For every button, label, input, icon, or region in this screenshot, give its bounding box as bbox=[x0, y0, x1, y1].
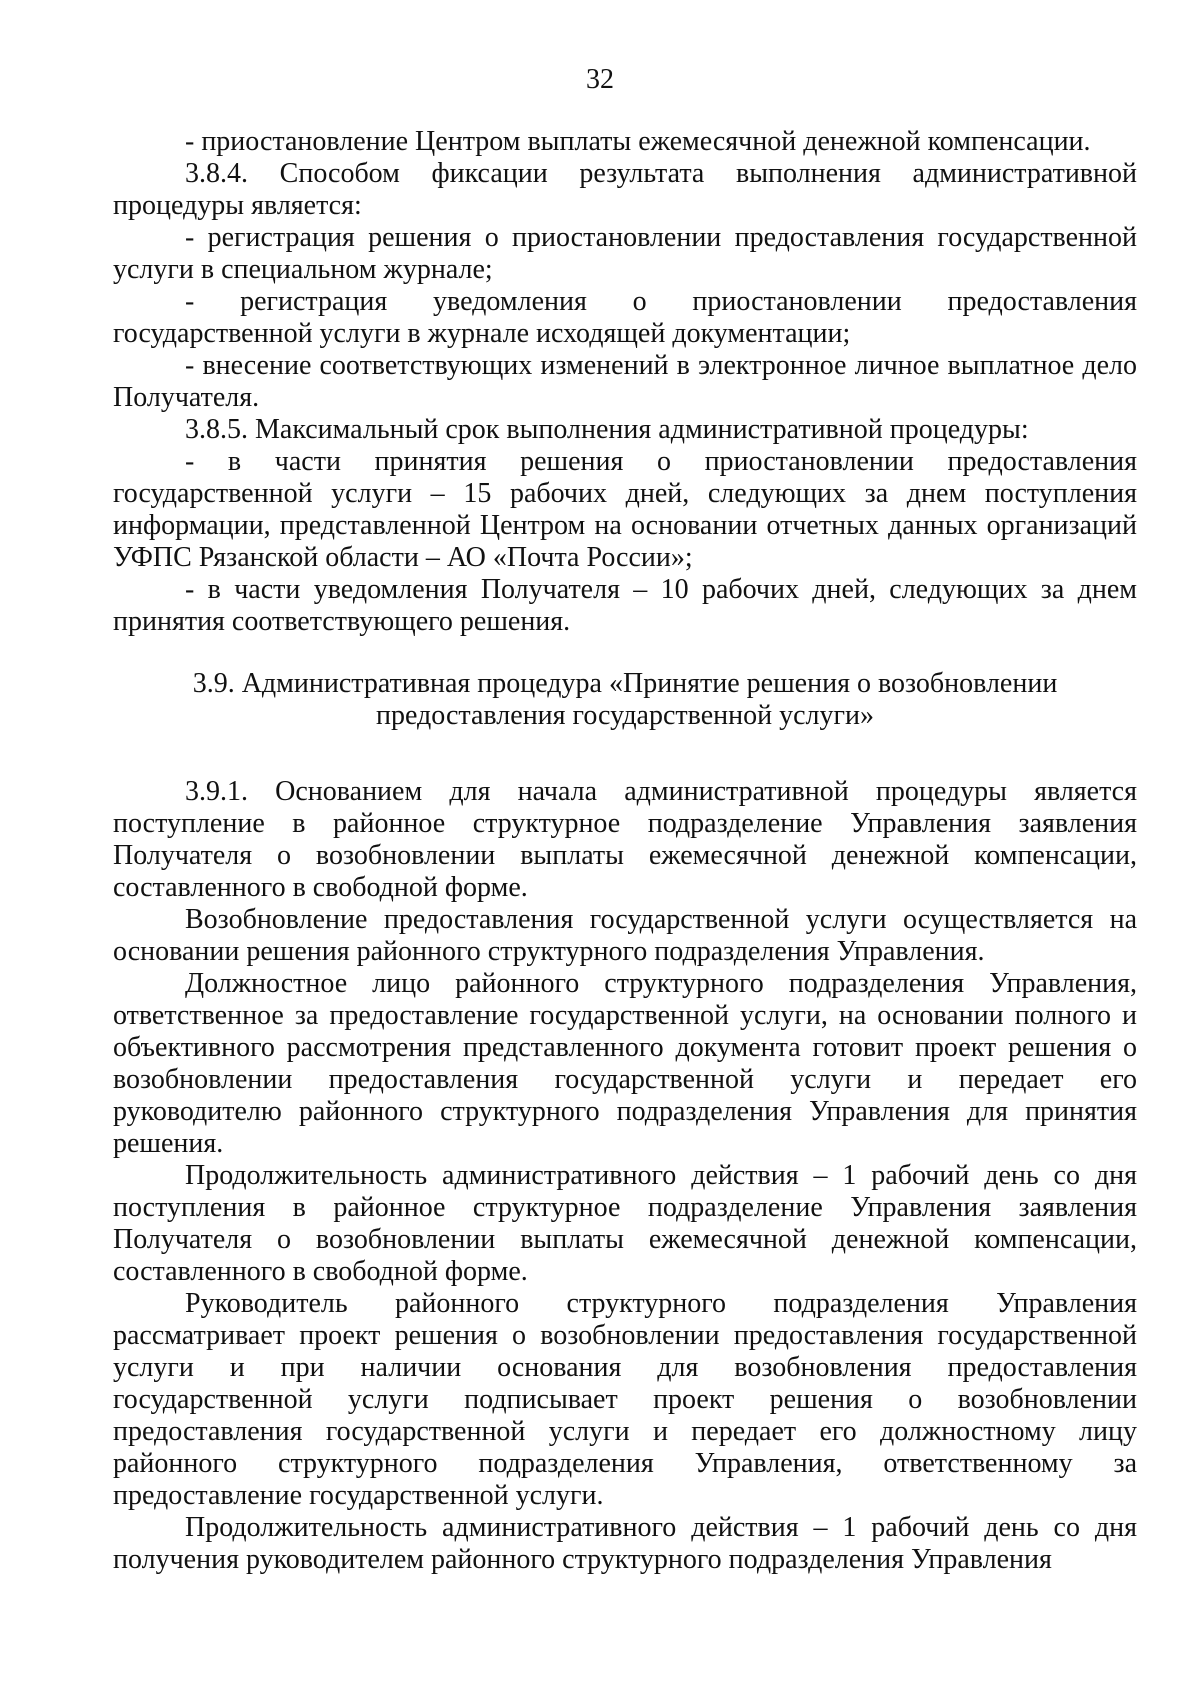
paragraph-3-9-1: 3.9.1. Основанием для начала административной процедуры является поступление в районное структурное подразделение Управления заявления Получателя о возобновлении выплаты ежемесячной денежной компенсации, составленного в свободной форме. bbox=[113, 776, 1137, 903]
paragraph-resumption-basis: Возобновление предоставления государственной услуги осуществляется на основании решения районного структурного подразделения Управления. bbox=[113, 904, 1137, 967]
document-body bbox=[113, 126, 1137, 1576]
section-heading-3-9 bbox=[113, 668, 1137, 732]
paragraph-registration-notice: - регистрация уведомления о приостановлении предоставления государственной услуги в журнале исходящей документации; bbox=[113, 286, 1137, 349]
paragraph-notice-term: - в части уведомления Получателя – 10 рабочих дней, следующих за днем принятия соответствующего решения. bbox=[113, 574, 1137, 637]
paragraph-suspension-by-center: - приостановление Центром выплаты ежемесячной денежной компенсации. bbox=[185, 126, 1091, 157]
paragraph-3-8-4: 3.8.4. Способом фиксации результата выполнения административной процедуры является: bbox=[113, 158, 1137, 221]
paragraph-3-8-5: 3.8.5. Максимальный срок выполнения административной процедуры: bbox=[185, 414, 1029, 445]
page-number: 32 bbox=[586, 64, 614, 95]
paragraph-duration-head: Продолжительность административного действия – 1 рабочий день со дня получения руководителем районного структурного подразделения Управления bbox=[113, 1512, 1137, 1575]
paragraph-electronic-file: - внесение соответствующих изменений в электронное личное выплатное дело Получателя. bbox=[113, 350, 1137, 413]
paragraph-head-reviews-draft: Руководитель районного структурного подразделения Управления рассматривает проект решения о возобновлении предоставления государственной услуги и при наличии основания для возобновления предоставления государственной услуги подписывает проект решения о возобновлении предоставления государственной услуги и передает его должностному лицу районного структурного подразделения Управления, ответственному за предоставление государственной услуги. bbox=[113, 1288, 1137, 1511]
section-heading-line-2: предоставления государственной услуги» bbox=[376, 700, 874, 731]
paragraph-decision-term: - в части принятия решения о приостановлении предоставления государственной услуги – 15 рабочих дней, следующих за днем поступления информации, представленной Центром на основании отчетных данных организаций УФПС Рязанской области – АО «Почта России»; bbox=[113, 446, 1137, 573]
section-heading-line-1: 3.9. Административная процедура «Принятие решения о возобновлении bbox=[192, 668, 1058, 699]
paragraph-duration-receipt: Продолжительность административного действия – 1 рабочий день со дня поступления в районное структурное подразделение Управления заявления Получателя о возобновлении выплаты ежемесячной денежной компенсации, составленного в свободной форме. bbox=[113, 1160, 1137, 1287]
paragraph-official-prepares-draft: Должностное лицо районного структурного подразделения Управления, ответственное за предоставление государственной услуги, на основании полного и объективного рассмотрения представленного документа готовит проект решения о возобновлении предоставления государственной услуги и передает его руководителю районного структурного подразделения Управления для принятия решения. bbox=[113, 968, 1137, 1159]
paragraph-registration-decision: - регистрация решения о приостановлении предоставления государственной услуги в специальном журнале; bbox=[113, 222, 1137, 285]
